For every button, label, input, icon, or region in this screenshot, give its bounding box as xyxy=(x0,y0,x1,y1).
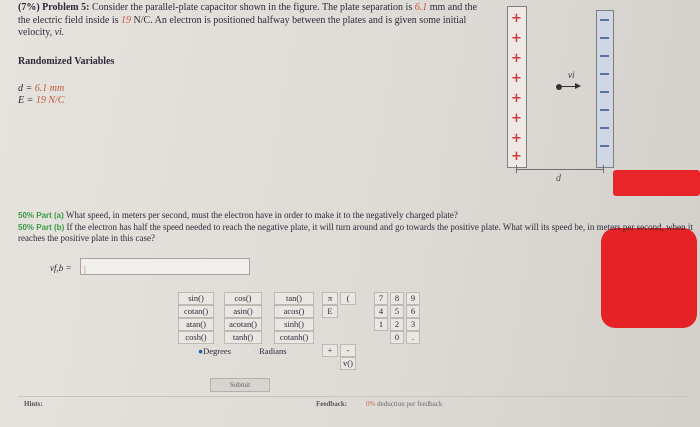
minus-sign xyxy=(600,55,609,57)
hints-link[interactable]: Hints: xyxy=(24,400,43,408)
digit-5-key[interactable]: 5 xyxy=(390,305,404,318)
plus-sign: + xyxy=(511,71,522,86)
problem-statement xyxy=(18,2,488,40)
atan-key[interactable]: atan() xyxy=(178,318,214,331)
cotanh-key[interactable]: cotanh() xyxy=(274,331,314,344)
redaction-bar xyxy=(613,170,700,196)
velocity-arrowhead xyxy=(575,83,581,89)
part-a-percent: 50% Part (a) xyxy=(18,211,64,220)
digit-2-key[interactable]: 2 xyxy=(390,318,404,331)
vo-key[interactable]: v() xyxy=(340,357,356,370)
e-value: 19 N/C xyxy=(35,95,65,106)
part-a[interactable] xyxy=(18,210,700,222)
e-key[interactable]: E xyxy=(322,305,338,318)
plus-sign: + xyxy=(511,31,522,46)
minus-key[interactable]: - xyxy=(340,344,356,357)
minus-sign xyxy=(600,19,609,21)
problem-text-3: N/C. An electron is positioned halfway between the plates and is given some initial velocity, xyxy=(18,14,467,38)
answer-input[interactable] xyxy=(80,258,250,275)
minus-sign xyxy=(600,127,609,129)
cosh-key[interactable]: cosh() xyxy=(178,331,214,344)
electron-dot xyxy=(556,84,562,90)
plus-sign: + xyxy=(511,149,522,164)
tanh-key[interactable]: tanh() xyxy=(224,331,262,344)
d-label: d = xyxy=(18,83,35,94)
acotan-key[interactable]: acotan() xyxy=(224,318,262,331)
radio-empty-icon: ○ xyxy=(254,346,260,356)
digit-1-key[interactable]: 1 xyxy=(374,318,388,331)
plus-sign: + xyxy=(511,91,522,106)
digit-0-key[interactable]: 0 xyxy=(390,331,404,344)
negative-plate xyxy=(596,10,614,168)
digit-9-key[interactable]: 9 xyxy=(406,292,420,305)
problem-text-2: mm and the the electric field inside is xyxy=(18,2,477,26)
acos-key[interactable]: acos() xyxy=(274,305,314,318)
problem-number: (7%) Problem 5: xyxy=(18,2,90,13)
part-b-text: If the electron has half the speed needed to reach the negative plate, it will turn around and go towards the positive plate. What will its speed be, in meters per second, when it reaches the positive plate in this case? xyxy=(18,221,693,243)
parts-list xyxy=(18,210,700,245)
velocity-symbol: vi. xyxy=(54,27,65,38)
separation-label: d xyxy=(556,173,561,184)
minus-sign xyxy=(600,145,609,147)
answer-label: vf,b = xyxy=(50,263,72,273)
radians-radio[interactable] xyxy=(254,346,287,356)
velocity-label: vi xyxy=(568,70,575,80)
part-a-text: What speed, in meters per second, must the electron have in order to make it to the negatively charged plate? xyxy=(63,210,458,220)
field-value: 19 xyxy=(121,14,132,26)
radio-selected-icon: ● xyxy=(198,346,204,356)
pi-key[interactable]: π xyxy=(322,292,338,305)
digit-3-key[interactable]: 3 xyxy=(406,318,420,331)
degrees-label: Degrees xyxy=(203,346,231,356)
plus-sign: + xyxy=(511,51,522,66)
feedback-link[interactable]: Feedback: xyxy=(316,400,348,408)
degrees-radio[interactable] xyxy=(198,346,231,356)
positive-plate xyxy=(507,6,527,168)
cotan-key[interactable]: cotan() xyxy=(178,305,214,318)
cos-key[interactable]: cos() xyxy=(224,292,262,305)
separation-value: 6.1 xyxy=(414,2,428,13)
open-paren-key[interactable]: ( xyxy=(340,292,356,305)
radians-label: Radians xyxy=(259,346,287,356)
d-value: 6.1 mm xyxy=(34,83,65,94)
footer-bar xyxy=(18,396,688,421)
plus-sign: + xyxy=(511,111,522,126)
plus-sign: + xyxy=(511,131,522,146)
digit-8-key[interactable]: 8 xyxy=(390,292,404,305)
asin-key[interactable]: asin() xyxy=(224,305,262,318)
minus-sign xyxy=(600,91,609,93)
e-label: E = xyxy=(18,95,36,106)
feedback-percent: 0% xyxy=(366,400,376,408)
sinh-key[interactable]: sinh() xyxy=(274,318,314,331)
part-b-percent: 50% Part (b) xyxy=(18,222,65,232)
part-b[interactable] xyxy=(18,222,700,245)
submit-button[interactable]: Submit xyxy=(210,378,270,392)
minus-sign xyxy=(600,37,609,39)
sin-key[interactable]: sin() xyxy=(178,292,214,305)
randomized-variables-title: Randomized Variables xyxy=(18,56,115,67)
feedback-text: deduction per feedback xyxy=(375,400,443,408)
answer-cursor: | xyxy=(84,264,86,274)
decimal-key[interactable]: . xyxy=(406,331,420,344)
dimension-line xyxy=(516,169,604,170)
plus-sign: + xyxy=(511,11,522,26)
plus-key[interactable]: + xyxy=(322,344,338,357)
dimension-tick-right xyxy=(603,165,604,173)
problem-text-1: Consider the parallel-plate capacitor shown in the figure. The plate separation is xyxy=(89,2,415,13)
minus-sign xyxy=(600,109,609,111)
digit-4-key[interactable]: 4 xyxy=(374,305,388,318)
tan-key[interactable]: tan() xyxy=(274,292,314,305)
digit-7-key[interactable]: 7 xyxy=(374,292,388,305)
randomized-variables xyxy=(18,83,64,107)
feedback-note xyxy=(366,400,442,408)
minus-sign xyxy=(600,73,609,75)
digit-6-key[interactable]: 6 xyxy=(406,305,420,318)
